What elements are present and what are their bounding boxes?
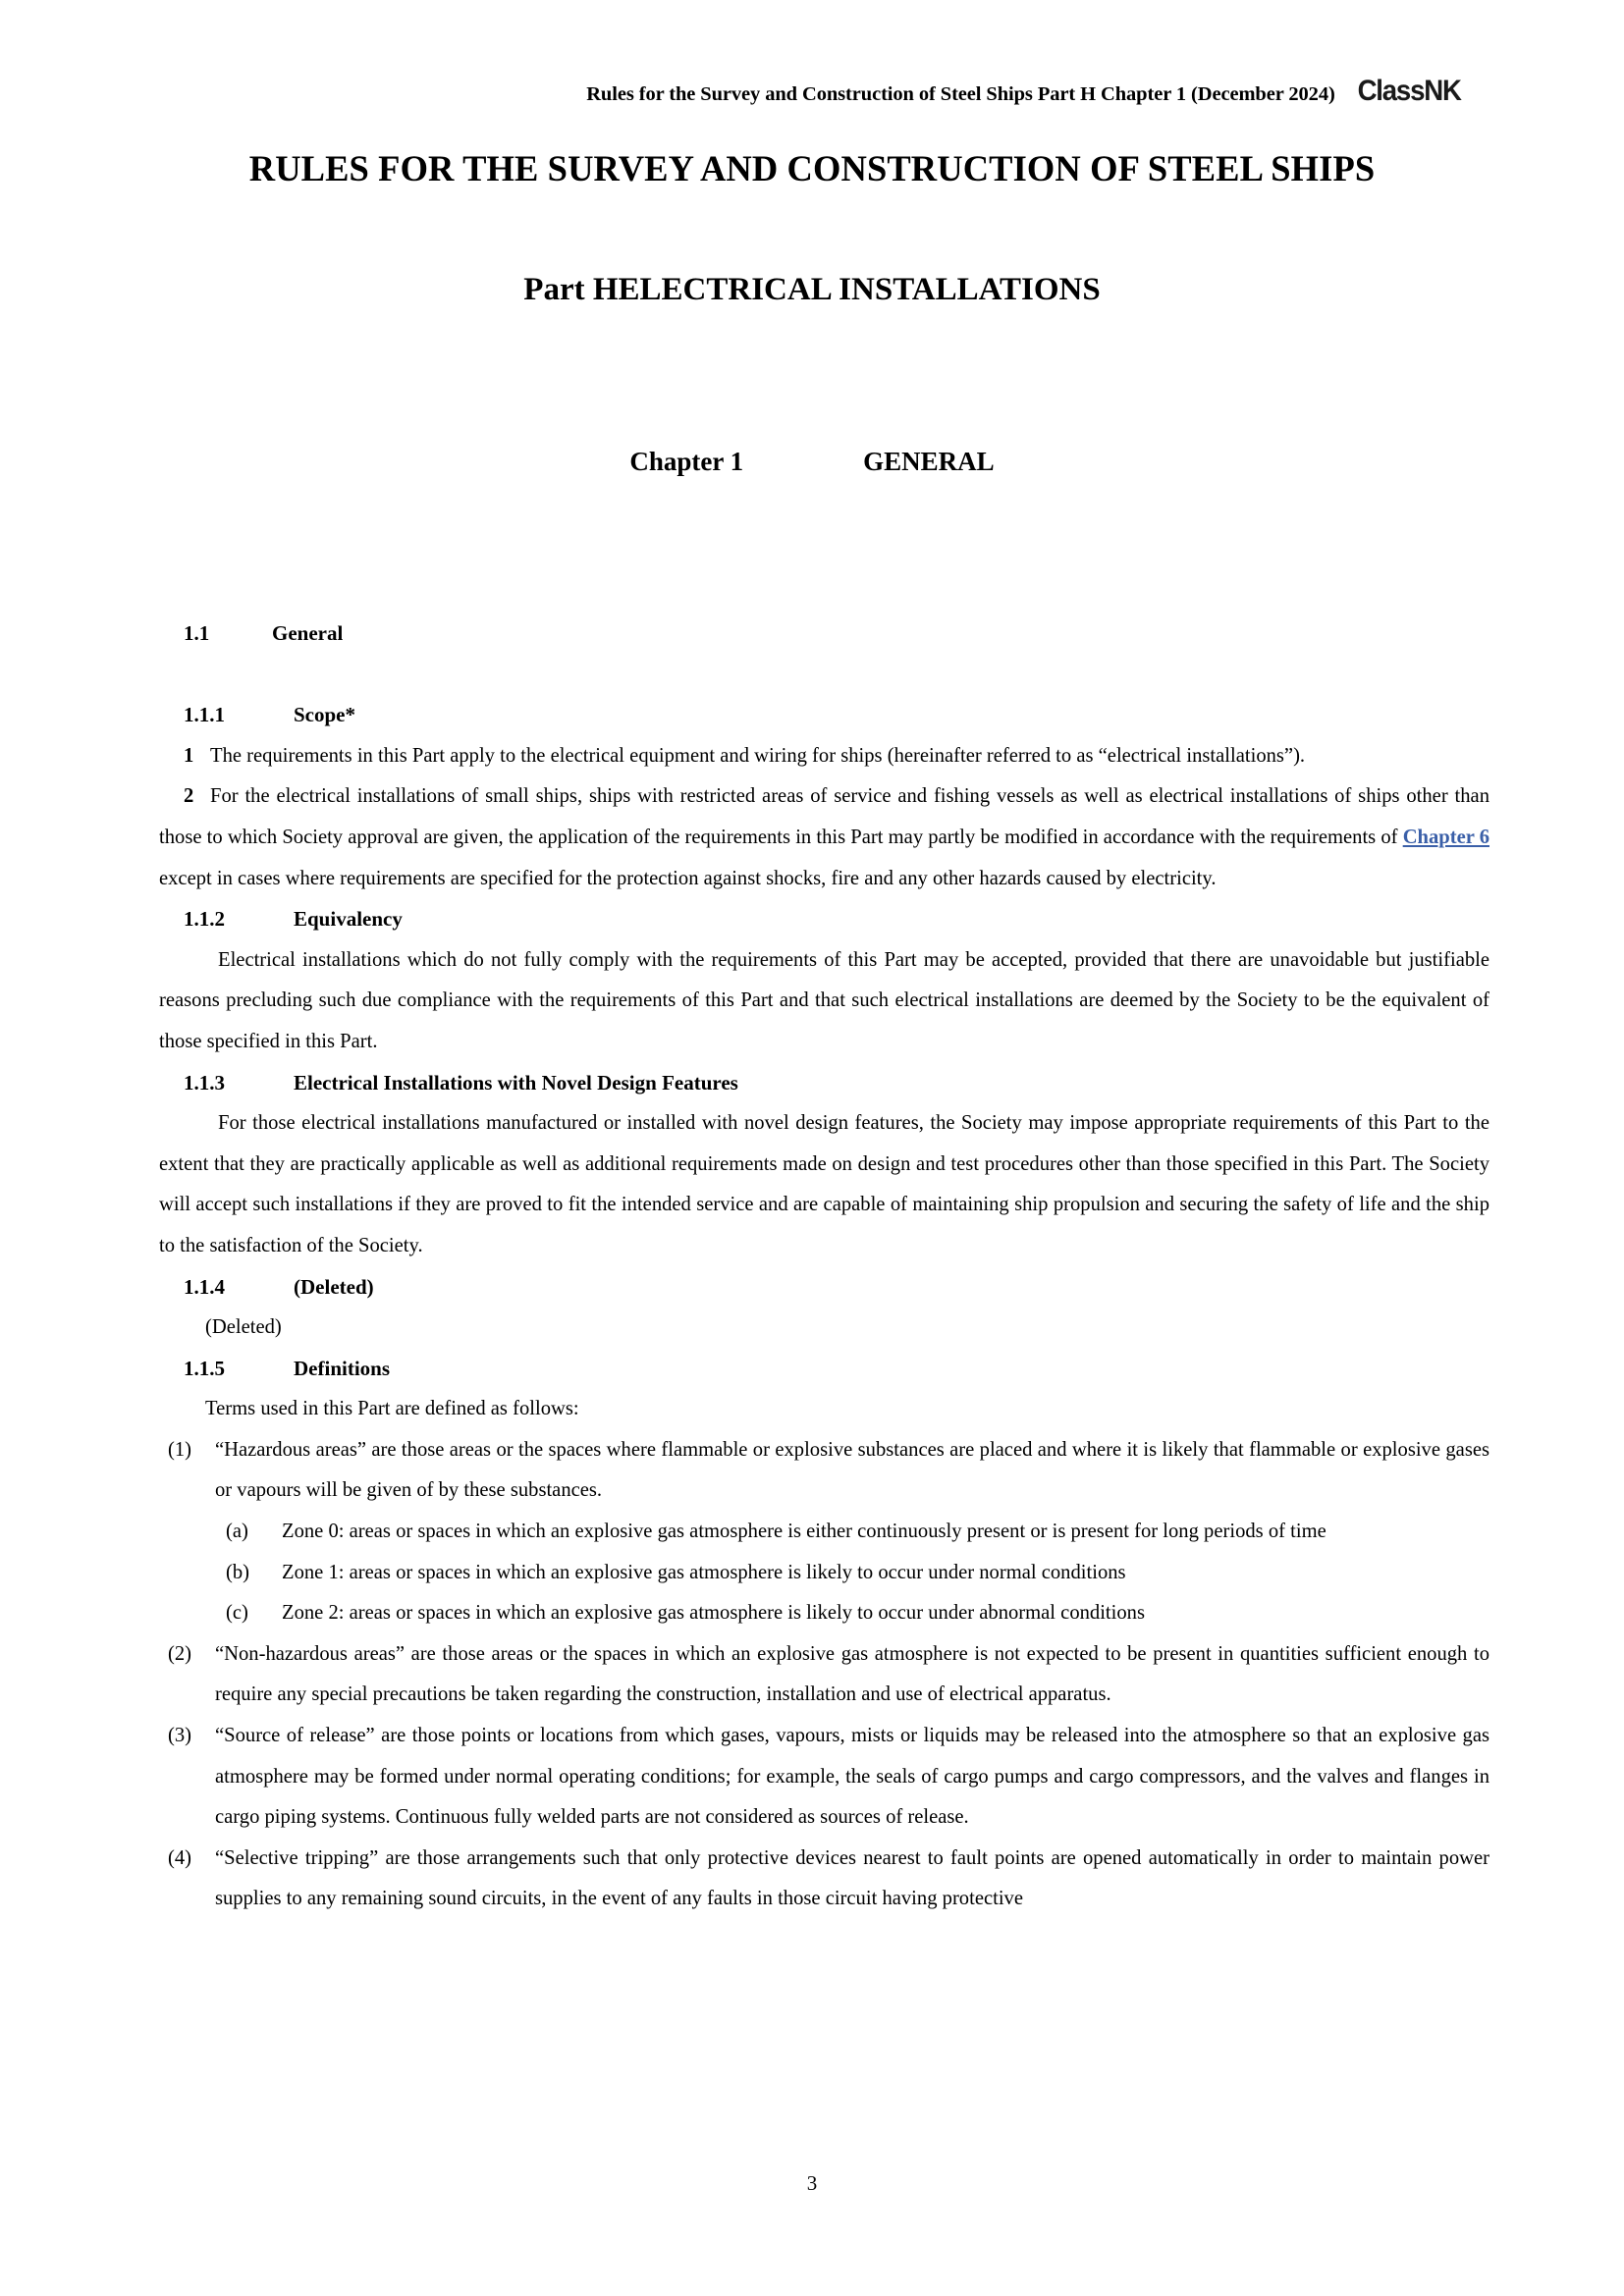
chapter-name: GENERAL [863,447,995,476]
list-marker: (2) [168,1642,192,1665]
list-item-text: Zone 1: areas or spaces in which an explosive gas atmosphere is likely to occur under normal conditions [282,1561,1126,1583]
list-item-text: “Hazardous areas” are those areas or the spaces where flammable or explosive substances are placed and where it is likely that flammable or explosive gases or vapours will be given of by these substances. [215,1438,1489,1502]
list-item-text: “Non-hazardous areas” are those areas or the spaces in which an explosive gas atmosphere is not expected to be present in quantities sufficient enough to require any special precautions be taken regarding the construction, installation and use of electrical apparatus. [215,1642,1489,1706]
chapter-number: Chapter 1 [629,447,744,476]
chapter-6-link[interactable]: Chapter 6 [1402,826,1489,848]
list-item [159,1553,1489,1594]
subsection-title: Definitions [294,1356,391,1380]
section-heading-1-1 [159,614,1489,655]
list-marker: (b) [226,1561,250,1583]
list-marker: (3) [168,1725,192,1747]
item-number: 1 [184,744,194,767]
list-item [159,1716,1489,1839]
running-header [0,75,1624,108]
list-item [159,1634,1489,1716]
part-name: HELECTRICAL INSTALLATIONS [592,272,1101,307]
paragraph-1-1-4-body: (Deleted) [205,1316,282,1339]
list-item [159,1430,1489,1512]
section-number: 1.1 [184,621,210,645]
list-item [159,1839,1489,1920]
list-item [159,1512,1489,1553]
paragraph-1-1-3-body: For those electrical installations manufactured or installed with novel design features, the Society may impose appropriate requirements of this Part to the extent that they are practically applicable as well as additional requirements made on design and test procedures other than those specified in this Part. The Society will accept such installations if they are proved to fit the intended service and are capable of maintaining ship propulsion and securing the safety of life and the ship to the satisfaction of the Society. [159,1112,1489,1256]
subsection-number: 1.1.3 [184,1070,225,1095]
list-marker: (1) [168,1438,192,1461]
running-header-text: Rules for the Survey and Construction of Steel Ships Part H Chapter 1 (December 2024) [586,83,1335,105]
subsection-heading-1-1-1 [159,695,1489,736]
list-item [159,1593,1489,1634]
subsection-title: (Deleted) [294,1274,374,1299]
subsection-title: Equivalency [294,907,403,932]
subsection-number: 1.1.1 [184,703,225,727]
subsection-title: Electrical Installations with Novel Design Features [294,1070,738,1095]
part-title [0,272,1624,308]
item-text-before-link: For the electrical installations of small ships, ships with restricted areas of service and fishing vessels as well as electrical installations of ships other than those to which Society approval are given, the application of the requirements in this Part may partly be modified in accordance with the requirements of [159,785,1489,848]
paragraph-1-1-2-body: Electrical installations which do not fully comply with the requirements of this Part may be accepted, provided that there are unavoidable but justifiable reasons precluding such due compliance with the requirements of this Part and that such electrical installations are deemed by the Society to be the equivalent of those specified in this Part. [159,948,1489,1052]
subsection-heading-1-1-4 [159,1267,1489,1308]
subsection-number: 1.1.4 [184,1274,225,1299]
subsection-heading-1-1-2 [159,899,1489,940]
document-title: RULES FOR THE SURVEY AND CONSTRUCTION OF STEEL SHIPS [248,148,1376,188]
page-number: 3 [806,2171,818,2195]
definitions-list [159,1430,1489,1920]
subsection-heading-1-1-3 [159,1063,1489,1104]
paragraph-1-1-1-item-1 [159,736,1489,777]
classnk-logo: ClassNK [1357,75,1461,107]
paragraph-1-1-5-intro: Terms used in this Part are defined as follows: [205,1398,579,1420]
list-marker: (c) [226,1602,248,1625]
subsection-number: 1.1.2 [184,907,225,932]
list-item-text: “Source of release” are those points or locations from which gases, vapours, mists or liquids may be released into the atmosphere so that an explosive gas atmosphere may be formed under normal operating conditions; for example, the seals of cargo pumps and cargo compressors, and the valves and flanges in cargo piping systems. Continuous fully welded parts are not considered as sources of release. [215,1725,1489,1829]
item-text: The requirements in this Part apply to the electrical equipment and wiring for ships (hereinafter referred to as “electrical installations”). [210,744,1306,767]
list-marker: (4) [168,1846,192,1869]
section-title: General [272,621,344,645]
list-item-text: Zone 2: areas or spaces in which an explosive gas atmosphere is likely to occur under abnormal conditions [282,1602,1145,1625]
list-item-text: “Selective tripping” are those arrangements such that only protective devices nearest to fault points are opened automatically in order to maintain power supplies to any remaining sound circuits, in the event of any faults in those circuit having protective [215,1846,1489,1910]
item-text-after-link: except in cases where requirements are specified for the protection against shocks, fire and any other hazards caused by electricity. [159,867,1217,889]
list-marker: (a) [226,1521,248,1543]
paragraph-1-1-1-item-2 [159,776,1489,899]
part-label: Part [523,272,585,307]
item-number: 2 [184,785,194,808]
subsection-title: Scope* [294,703,355,727]
subsection-number: 1.1.5 [184,1356,225,1380]
list-item-text: Zone 0: areas or spaces in which an explosive gas atmosphere is either continuously present or is present for long periods of time [282,1521,1326,1543]
subsection-heading-1-1-5 [159,1349,1489,1390]
chapter-heading [0,447,1624,477]
body-content [159,614,1489,1920]
